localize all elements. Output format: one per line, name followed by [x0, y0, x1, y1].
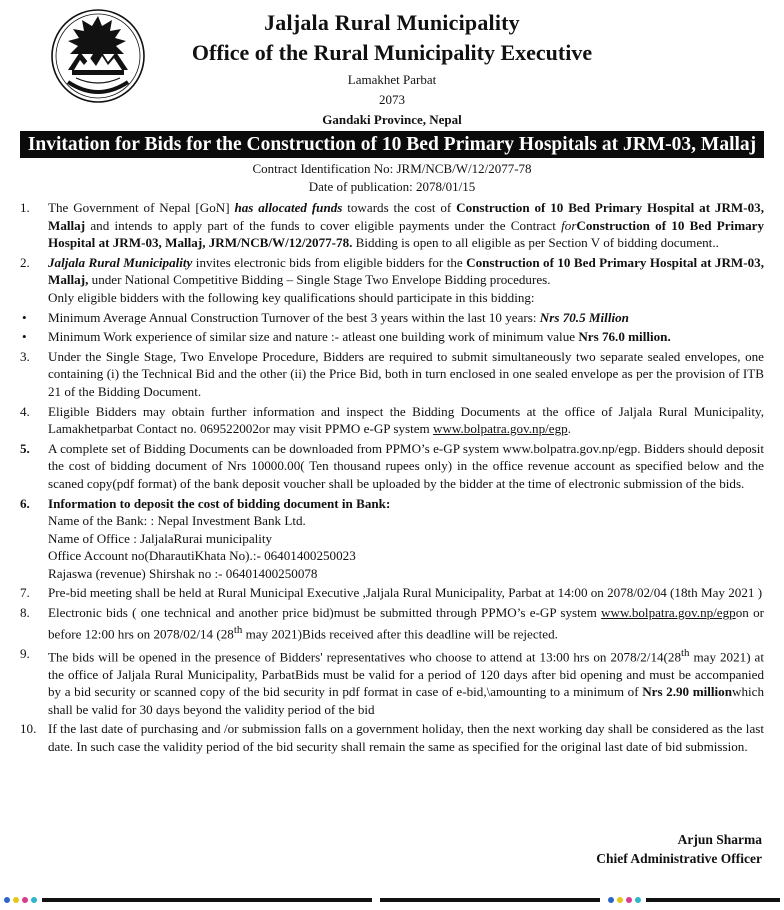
qualification-intro: Only eligible bidders with the following key qualifications should participate in this bidding: [48, 289, 535, 305]
clause-number: 7. [20, 585, 30, 601]
footer-rule [646, 898, 780, 902]
org-name: Jaljala Rural Municipality [264, 10, 520, 35]
egp-link[interactable]: www.bolpatra.gov.np/egp [601, 605, 736, 621]
notice-body [20, 199, 764, 756]
clause-10: 10. If the last date of purchasing and /or submission falls on a government holiday, then the next working day shall be considered as the last date. In such case the validity period of the bid security shall remain the same as specified for the original last date of bid submission. [20, 721, 764, 754]
clause-1: 1. The Government of Nepal [GoN] has allocated funds towards the cost of Construction of 10 Bed Primary Hospital at JRM-03, Mallaj and intends to apply part of the funds to cover eligible payments under the Contract forConstruction of 10 Bed Primary Hospital at JRM-03, Mallaj, JRM/NCB/W/12/2077-78. Bidding is open to all eligible as per Section V of bidding document.. [20, 200, 765, 251]
footer-dot [626, 897, 632, 903]
office-name-bank: Name of Office : JaljalaRurai municipality [48, 530, 273, 546]
signatory-name: Arjun Sharma [677, 832, 762, 847]
clause-2: 2. Jaljala Rural Municipality invites electronic bids from eligible bidders for the Construction of 10 Bed Primary Hospital at JRM-03, Mallaj, under National Competitive Bidding – Single Stage Two Envelope Bidding procedures. [20, 254, 764, 288]
bank-name: Name of the Bank: : Nepal Investment Bank Ltd. [48, 513, 306, 529]
clause-number: 4. [20, 403, 30, 419]
clause-3: 3. Under the Single Stage, Two Envelope Procedure, Bidders are required to submit simultaneously two separate sealed envelopes, one containing (i) the Technical Bid and the other (ii) the Price Bid, both in turn enclosed in one sealed envelope as per the provision of ITB 21 of the Bidding Document. [20, 348, 764, 399]
office-account: Office Account no(DharautiKhata No).:- 06401400250023 [48, 548, 356, 564]
clause-number: 8. [20, 605, 30, 621]
footer-rule [380, 898, 600, 902]
notice-title-banner: Invitation for Bids for the Construction of 10 Bed Primary Hospitals at JRM-03, Mallaj [20, 131, 764, 158]
clause-number: 9. [20, 645, 30, 661]
clause-8: 8. Electronic bids ( one technical and another price bid)must be submitted through PPMO’s e-GP system www.bolpatra.gov.np/egpon or before 12:00 hrs on 2078/02/14 (28th may 2021)Bids received after this deadline will be rejected. [20, 605, 764, 642]
footer-dot [635, 897, 641, 903]
qualification-turnover: • Minimum Average Annual Construction Turnover of the best 3 years within the last 10 years: Nrs 70.5 Million [22, 309, 629, 325]
clause-number: 2. [20, 254, 30, 270]
footer-dot [4, 897, 10, 903]
publication-date: Date of publication: 2078/01/15 [308, 179, 476, 194]
rajaswa-number: Rajaswa (revenue) Shirshak no :- 06401400250078 [48, 565, 318, 581]
footer-dot [13, 897, 19, 903]
signatory-title: Chief Administrative Officer [596, 851, 762, 866]
clause-number: 1. [20, 200, 30, 215]
egp-link[interactable]: www.bolpatra.gov.np/egp [433, 421, 568, 437]
clause-number: 6. [20, 495, 30, 511]
bank-info-title: Information to deposit the cost of bidding document in Bank: [48, 495, 391, 511]
footer-rule [42, 898, 372, 902]
footer-dot [608, 897, 614, 903]
footer-dot [22, 897, 28, 903]
footer-decoration [0, 893, 784, 907]
province: Gandaki Province, Nepal [322, 112, 462, 127]
bullet-icon: • [22, 329, 27, 345]
footer-dot [31, 897, 37, 903]
clause-number: 5. [20, 440, 30, 456]
footer-dot [617, 897, 623, 903]
clause-4: 4. Eligible Bidders may obtain further information and inspect the Bidding Documents at the office of Jaljala Rural Municipality, Lamakhetparbat Contact no. 069522002or may visit PPMO e-GP system www.bolpatra.gov.np/egp. [20, 403, 764, 437]
office-location: Lamakhet Parbat [347, 72, 437, 87]
contract-id: Contract Identification No: JRM/NCB/W/12/2077-78 [252, 161, 532, 176]
clause-9: 9. The bids will be opened in the presence of Bidders' representatives who choose to attend at 13:00 hrs on 2078/2/14(28th may 2021) at the office of Jaljala Rural Municipality, ParbatBids must be valid for a period of 120 days after bid opening and must be accompanied by a bid security or scanned copy of the bid security in pdf format in case of e-bid,\amounting to a minimum of Nrs 2.90 millionwhich shall be valid for 30 days beyond the validity period of the bid [20, 645, 764, 717]
clause-6 [20, 495, 764, 513]
established-year: 2073 [379, 92, 405, 107]
clause-number: 3. [20, 348, 30, 364]
clause-5: 5. A complete set of Bidding Documents can be downloaded from PPMO’s e-GP system www.bolpatra.gov.np/egp. Bidders should deposit the cost of bidding document of Nrs 10000.00( Ten thousand rupees only) in the office revenue account as specified below and the scaned copy(pdf format) of the bank deposit voucher shall be uploaded by the bidder at the time of electronic submission of the bids. [20, 440, 764, 491]
office-name: Office of the Rural Municipality Executive [191, 40, 593, 65]
qualification-experience: • Minimum Work experience of similar size and nature :- atleast one building work of minimum value Nrs 76.0 million. [22, 329, 671, 345]
clause-7: 7. Pre-bid meeting shall be held at Rural Municipal Executive ,Jaljala Rural Municipality, Parbat at 14:00 on 2078/02/04 (18th May 2021 ) [20, 585, 763, 601]
clause-number: 10. [20, 721, 37, 737]
bullet-icon: • [22, 309, 27, 325]
